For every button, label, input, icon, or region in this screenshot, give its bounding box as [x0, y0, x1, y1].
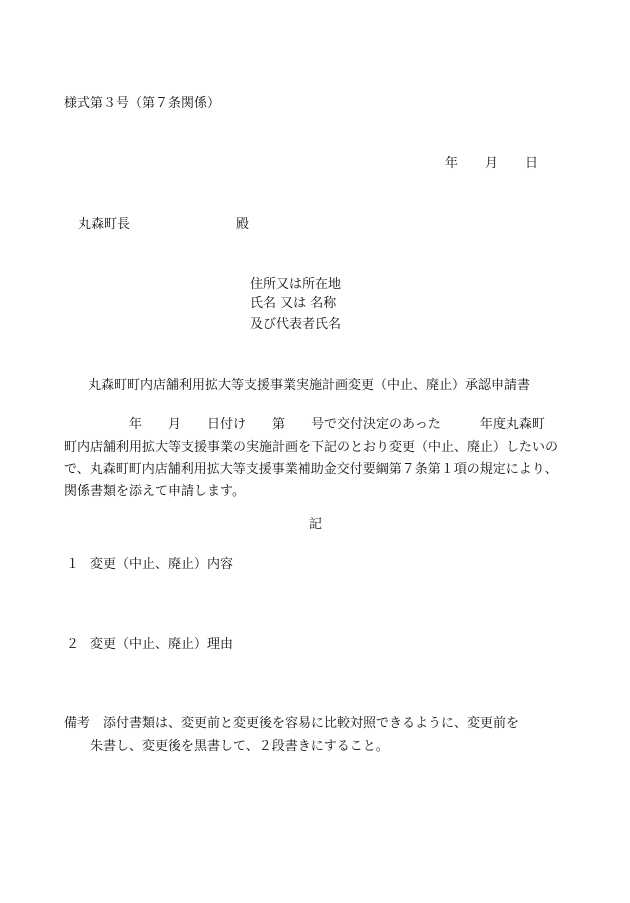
body-line-1: 年 月 日付け 第 号で交付決定のあった 年度丸森町	[64, 417, 545, 432]
remarks-line-1: 添付書類は、変更前と変更後を容易に比較対照できるように、変更前を	[103, 716, 520, 731]
remarks-label: 備考	[64, 716, 91, 731]
remarks-line-2: 朱書し、変更後を黒書して、２段書きにすること。	[90, 739, 389, 754]
item-2-label: 変更（中止、廃止）理由	[90, 637, 234, 652]
addressee-honorific: 殿	[236, 217, 250, 232]
date-day: 日	[525, 156, 539, 171]
applicant-name-label: 氏名 又は 名称	[250, 296, 337, 311]
item-1-number: １	[66, 557, 80, 572]
body-line-2: 町内店舗利用拡大等支援事業の実施計画を下記のとおり変更（中止、廃止）したいの	[64, 440, 559, 455]
document-title: 丸森町町内店舗利用拡大等支援事業実施計画変更（中止、廃止）承認申請書	[88, 378, 531, 393]
form-number: 様式第３号（第７条関係）	[64, 96, 221, 111]
item-1-label: 変更（中止、廃止）内容	[90, 557, 234, 572]
ki-heading: 記	[309, 517, 323, 532]
date-year: 年	[445, 156, 459, 171]
body-line-3: で、丸森町町内店舗利用拡大等支援事業補助金交付要綱第７条第１項の規定により、	[64, 462, 558, 477]
applicant-representative-label: 及び代表者氏名	[250, 317, 342, 332]
body-line-4: 関係書類を添えて申請します。	[64, 484, 245, 499]
date-month: 月	[485, 156, 499, 171]
addressee-name: 丸森町長	[78, 217, 131, 232]
applicant-address-label: 住所又は所在地	[250, 277, 342, 292]
item-2-number: ２	[66, 637, 80, 652]
